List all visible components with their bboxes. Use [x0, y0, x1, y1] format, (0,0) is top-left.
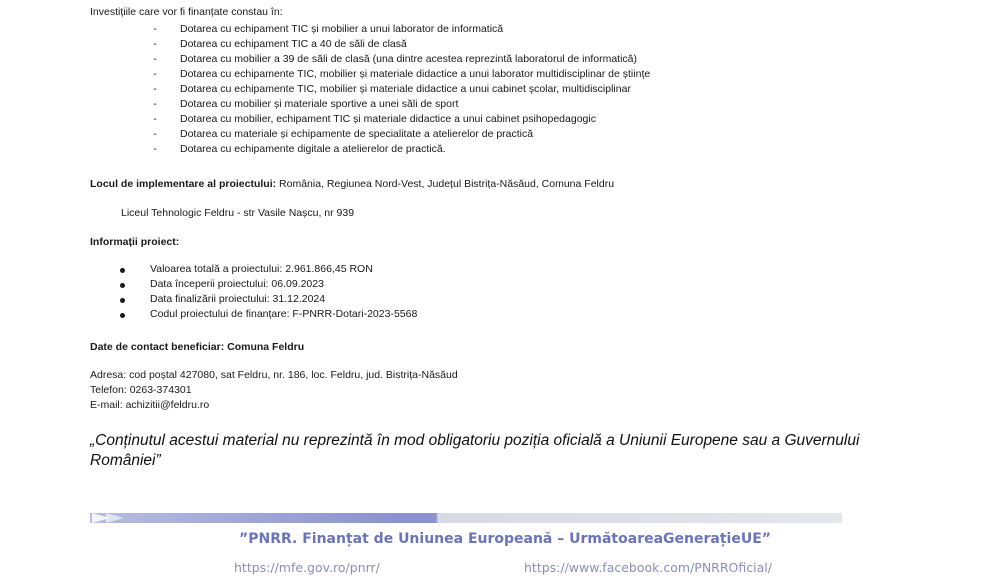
dash-marker: -	[153, 83, 157, 95]
project-info-text: Codul proiectului de finanțare: F-PNRR-Dotari-2023-5568	[150, 308, 418, 320]
project-info-list	[120, 263, 620, 325]
footer-color-band	[90, 513, 842, 523]
disclaimer-line-2: României”	[90, 452, 161, 469]
school-address: Liceul Tehnologic Feldru - str Vasile Nașcu, nr 939	[121, 207, 355, 219]
bullet-icon	[120, 313, 125, 318]
investment-item-text: Dotarea cu echipamente TIC, mobilier și materiale didactice a unui laborator multidisciplinar de științe	[180, 68, 651, 80]
facebook-link[interactable]: https://www.facebook.com/PNRROficial/	[524, 560, 772, 575]
location-line	[90, 177, 614, 192]
contact-email: E-mail: achizitii@feldru.ro	[90, 399, 210, 411]
investments-list	[150, 23, 750, 163]
project-info-text: Valoarea totală a proiectului: 2.961.866,45 RON	[150, 263, 373, 275]
mfe-link[interactable]: https://mfe.gov.ro/pnrr/	[234, 560, 380, 575]
project-info-text: Data începerii proiectului: 06.09.2023	[150, 278, 324, 290]
contact-heading: Date de contact beneficiar: Comuna Feldru	[90, 341, 305, 353]
bullet-icon	[120, 298, 125, 303]
investment-item-text: Dotarea cu mobilier și materiale sportive a unei săli de sport	[180, 98, 459, 110]
investment-item-text: Dotarea cu materiale și echipamente de specialitate a atelierelor de practică	[180, 128, 534, 140]
project-info-heading: Informații proiect:	[90, 236, 180, 248]
bullet-icon	[120, 283, 125, 288]
footer-arrow-icon	[106, 513, 124, 523]
investment-item-text: Dotarea cu mobilier a 39 de săli de clasă (una dintre acestea reprezintă laboratorul de informatică)	[180, 53, 637, 65]
contact-phone: Telefon: 0263-374301	[90, 384, 192, 396]
location-label: Locul de implementare al proiectului:	[90, 178, 277, 190]
contact-address: Adresa: cod poștal 427080, sat Feldru, nr. 186, loc. Feldru, jud. Bistrița-Năsăud	[90, 369, 458, 381]
investments-intro: Investițiile care vor fi finanțate constau în:	[90, 6, 283, 18]
dash-marker: -	[153, 113, 157, 125]
dash-marker: -	[153, 38, 157, 50]
dash-marker: -	[153, 23, 157, 35]
pnrr-slogan: ”PNRR. Finanțat de Uniunea Europeană – UrmătoareaGenerațieUE”	[239, 531, 771, 547]
dash-marker: -	[153, 53, 157, 65]
investment-item-text: Dotarea cu echipamente digitale a atelierelor de practică.	[180, 143, 446, 155]
investment-item-text: Dotarea cu mobilier, echipament TIC și materiale didactice a unui cabinet psihopedagogic	[180, 113, 596, 125]
project-info-text: Data finalizării proiectului: 31.12.2024	[150, 293, 326, 305]
bullet-icon	[120, 268, 125, 273]
dash-marker: -	[153, 98, 157, 110]
disclaimer-line-1: „Conținutul acestui material nu reprezintă în mod obligatoriu poziția oficială a Uniunii Europene sau a Guvernului	[90, 432, 860, 449]
investment-item-text: Dotarea cu echipament TIC a 40 de săli de clasă	[180, 38, 407, 50]
dash-marker: -	[153, 143, 157, 155]
dash-marker: -	[153, 128, 157, 140]
location-value: România, Regiunea Nord-Vest, Județul Bistrița-Năsăud, Comuna Feldru	[276, 178, 615, 190]
investment-item-text: Dotarea cu echipament TIC și mobilier a unui laborator de informatică	[180, 23, 504, 35]
investment-item-text: Dotarea cu echipamente TIC, mobilier și materiale didactice a unui cabinet școlar, multidisciplinar	[180, 83, 631, 95]
dash-marker: -	[153, 68, 157, 80]
